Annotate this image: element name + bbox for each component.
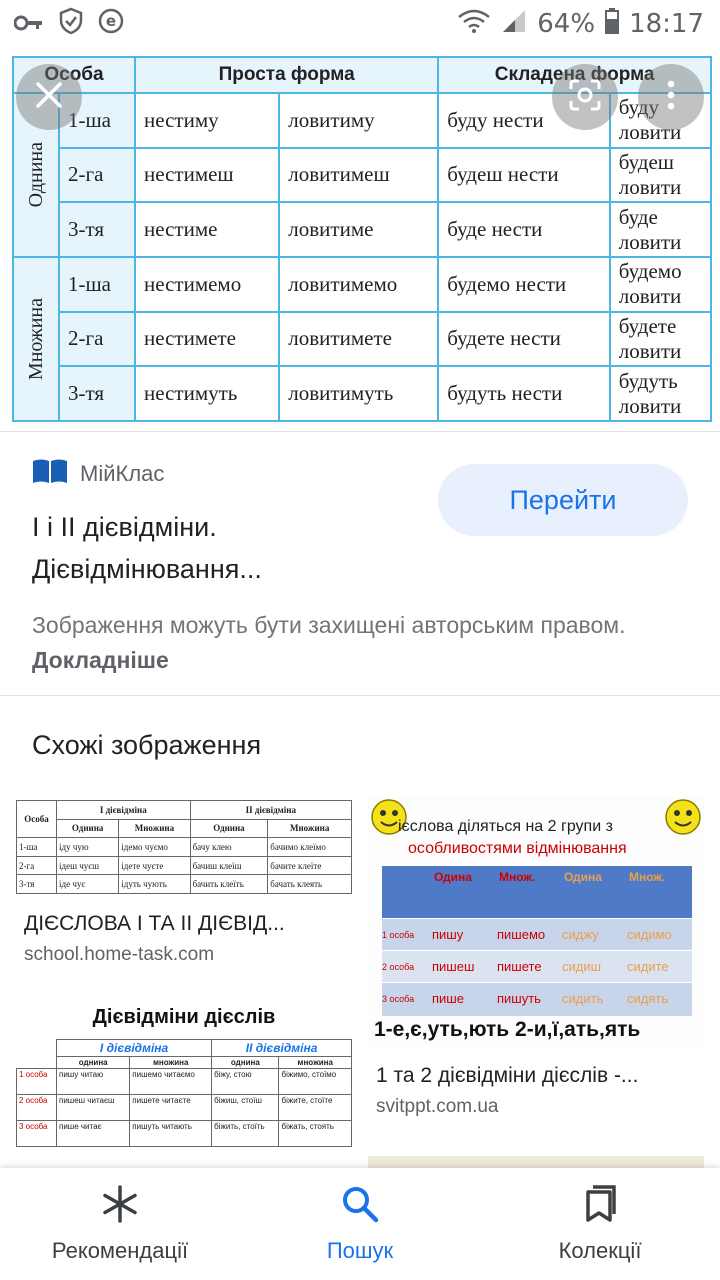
aux-verb: будете (618, 313, 677, 338)
slide-line1: ієслова діляться на 2 групи з (398, 818, 613, 835)
aux-verb: будеш (618, 149, 674, 174)
mini-table (16, 800, 352, 894)
infinitive: ловити (618, 174, 682, 199)
card3-cell: пишеш читаєш (57, 1095, 130, 1121)
smiley-icon (664, 798, 702, 841)
slide-cell: сидять (627, 991, 669, 1006)
slide-row (382, 950, 692, 982)
card3-row (17, 1095, 352, 1121)
source-name: МійКлас (80, 460, 165, 486)
card3-cell: біжиш, стоїш (212, 1095, 279, 1121)
simple-form-lovyty: ловитимете (279, 312, 438, 367)
lens-icon (568, 78, 602, 117)
simple-form-lovyty: ловитимуть (279, 366, 438, 421)
compound-form-lovyty (610, 366, 711, 421)
similar-image-4[interactable] (368, 1156, 704, 1168)
card3-group2: ІІ дієвідміна (212, 1040, 352, 1057)
card3-row (17, 1069, 352, 1095)
mini-row (17, 875, 352, 894)
simple-form-lovyty: ловитиму (279, 93, 438, 148)
mini-header-group2: ІІ дієвідміна (190, 801, 351, 820)
mini-header-person: Особа (17, 801, 57, 838)
slide-row (382, 918, 692, 950)
infinitive: ловити (618, 120, 682, 145)
card3-cell: біжать, стоять (279, 1121, 352, 1147)
mini-header-group1: І дієвідміна (57, 801, 191, 820)
simple-form-nesty: нестиме (135, 202, 279, 257)
group-plural (13, 257, 59, 421)
mini-cell: іде чує (57, 875, 119, 894)
conjugation-row (13, 202, 711, 257)
slide-head-cell: Множ. (499, 870, 536, 884)
slide-cell: пише (432, 991, 464, 1006)
person-cell: 2-га (59, 312, 135, 367)
mini-cell: 3-тя (17, 875, 57, 894)
more-vert-icon (667, 80, 675, 115)
compound-form-nesty: будеш нести (438, 148, 609, 203)
battery-percent: 64% (537, 9, 596, 39)
mini-sub-header: Множина (268, 819, 352, 838)
card3-sub: однина (212, 1057, 279, 1069)
mini-cell: ідеш чуєш (57, 856, 119, 875)
header-compound-form: Складена форма (438, 57, 711, 93)
result-title[interactable]: І і ІІ дієвідміни. Дієвідмінювання... (32, 512, 262, 584)
slide-endings: 1-е,є,уть,ють 2-и,ї,ать,ять (374, 1018, 641, 1041)
card3-cell: біжимо, стоїмо (279, 1069, 352, 1095)
simple-form-nesty: нестимеш (135, 148, 279, 203)
learn-more-link[interactable]: Докладніше (32, 647, 169, 673)
card3-group1: І дієвідміна (57, 1040, 212, 1057)
key-icon (14, 9, 44, 40)
aux-verb: будемо (618, 259, 682, 284)
slide-cell: сиджу (562, 927, 599, 942)
svg-text:e: e (105, 11, 117, 30)
nav-recommendations-label: Рекомендації (51, 1238, 189, 1263)
mini-cell: бачать клеять (268, 875, 352, 894)
card3-cell: пишемо читаємо (130, 1069, 212, 1095)
slide-cell: сидиш (562, 959, 602, 974)
conjugation-row (13, 366, 711, 421)
mini-cell: ідете чуєте (119, 856, 190, 875)
card3-sub: множина (279, 1057, 352, 1069)
simple-form-lovyty: ловитимеш (279, 148, 438, 203)
card3-cell: пишуть читають (130, 1121, 212, 1147)
person-cell: 3-тя (59, 366, 135, 421)
edge-browser-icon (98, 8, 124, 41)
slide-line2: особливостями відмінювання (408, 840, 627, 857)
simple-form-nesty: нестимемо (135, 257, 279, 312)
mini-cell: бачимо клеїмо (268, 838, 352, 857)
book-icon (32, 458, 68, 489)
copyright-text: Зображення можуть бути захищені авторським правом. (32, 612, 626, 638)
nav-recommendations[interactable] (0, 1168, 240, 1280)
mini-row (17, 856, 352, 875)
compound-form-lovyty (610, 148, 711, 203)
compound-form-nesty: буду нести (438, 93, 609, 148)
slide-table-rows (382, 918, 692, 1014)
group-label: Множина (24, 297, 47, 381)
conjugation-row (13, 148, 711, 203)
card3-sub: однина (57, 1057, 130, 1069)
nav-collections-label: Колекції (558, 1238, 642, 1263)
similar-title-1[interactable]: ДІЄСЛОВА І ТА ІІ ДІЄВІД... (24, 912, 285, 935)
card3-cell: біжу, стою (212, 1069, 279, 1095)
card3-table (16, 1039, 352, 1147)
clock: 18:17 (629, 9, 704, 39)
source-row[interactable] (32, 458, 164, 489)
mini-cell: ідуть чують (119, 875, 190, 894)
aux-verb: буде (618, 204, 658, 229)
person-cell: 1-ша (59, 257, 135, 312)
compound-form-lovyty (610, 312, 711, 367)
similar-domain-1: school.home-task.com (24, 944, 215, 965)
infinitive: ловити (618, 393, 682, 418)
slide-cell: сидите (627, 959, 669, 974)
slide-cell: пишете (497, 959, 542, 974)
slide-head-spacer (382, 866, 432, 918)
card3-cell: пишу читаю (57, 1069, 130, 1095)
infinitive: ловити (618, 284, 682, 309)
card3-cell: 2 особа (17, 1095, 57, 1121)
lens-button[interactable] (552, 64, 618, 130)
card3-cell: пишете читаєте (130, 1095, 212, 1121)
conjugation-row (13, 312, 711, 367)
mini-sub-header: Множина (119, 819, 190, 838)
similar-image-3[interactable] (16, 1004, 352, 1168)
hero-image[interactable] (0, 48, 720, 430)
header-simple-form: Проста форма (135, 57, 438, 93)
slide-cell: пишеш (432, 959, 475, 974)
simple-form-lovyty: ловитимемо (279, 257, 438, 312)
card3-row (17, 1121, 352, 1147)
mini-sub-header: Однина (190, 819, 268, 838)
person-cell: 1-ша (59, 93, 135, 148)
card3-cell: пише читає (57, 1121, 130, 1147)
slide-head-cell: Одина (434, 870, 472, 884)
card3-cell: біжить, стоїть (212, 1121, 279, 1147)
similar-image-1[interactable] (16, 800, 352, 894)
slide-cell: 2 особа (382, 961, 415, 972)
slide-table-header (382, 866, 692, 918)
visit-button[interactable]: Перейти (438, 464, 688, 536)
aux-verb: буду (618, 95, 659, 120)
mini-corner (17, 1057, 57, 1069)
mini-cell: бачить клеїть (190, 875, 268, 894)
similar-domain-2: svitppt.com.ua (376, 1096, 499, 1117)
mini-sub-header: Однина (57, 819, 119, 838)
mini-cell: іду чую (57, 838, 119, 857)
compound-form-lovyty (610, 202, 711, 257)
similar-images-heading: Схожі зображення (32, 730, 262, 760)
conjugation-row (13, 257, 711, 312)
slide-cell: 1 особа (382, 929, 415, 940)
slide-row (382, 982, 692, 1014)
simple-form-lovyty: ловитиме (279, 202, 438, 257)
mini-cell: бачите клеїте (268, 856, 352, 875)
compound-form-nesty: будемо нести (438, 257, 609, 312)
collections-icon (580, 1184, 620, 1230)
card3-cell: 1 особа (17, 1069, 57, 1095)
slide-table (382, 866, 692, 1016)
card3-cell: біжите, стоїте (279, 1095, 352, 1121)
mini-cell: бачу клею (190, 838, 268, 857)
person-cell: 3-тя (59, 202, 135, 257)
battery-icon (605, 8, 619, 41)
slide-cell: пишемо (497, 927, 546, 942)
close-icon (34, 80, 64, 115)
nav-search-label: Пошук (326, 1238, 394, 1263)
infinitive: ловити (618, 338, 682, 363)
compound-form-nesty: будуть нести (438, 366, 609, 421)
mini-cell: 2-га (17, 856, 57, 875)
similar-image-2[interactable] (368, 796, 704, 1046)
slide-cell: сидимо (627, 927, 672, 942)
close-button[interactable] (16, 64, 82, 130)
status-bar (0, 0, 720, 48)
header-person: Особа (13, 57, 135, 93)
simple-form-nesty: нестиму (135, 93, 279, 148)
compound-form-nesty: будете нести (438, 312, 609, 367)
slide-cell: пишуть (497, 991, 541, 1006)
nav-search[interactable] (240, 1168, 480, 1280)
card3-cell: 3 особа (17, 1121, 57, 1147)
copyright-notice (32, 608, 692, 678)
slide-head-cell: Множ. (629, 870, 666, 884)
more-options-button[interactable] (638, 64, 704, 130)
wifi-icon (457, 8, 491, 41)
search-icon (340, 1184, 380, 1230)
shield-icon (58, 7, 84, 42)
group-label: Однина (24, 142, 47, 208)
compound-form-lovyty (610, 257, 711, 312)
simple-form-nesty: нестимете (135, 312, 279, 367)
mini-cell: бачиш клеїш (190, 856, 268, 875)
slide-head-cell: Одина (564, 870, 602, 884)
person-cell: 2-га (59, 148, 135, 203)
signal-icon (501, 8, 527, 41)
nav-collections[interactable] (480, 1168, 720, 1280)
slide-cell: 3 особа (382, 993, 415, 1004)
divider (0, 431, 720, 432)
card3-sub: множина (130, 1057, 212, 1069)
similar-title-2[interactable]: 1 та 2 дієвідміни дієслів -... (376, 1064, 639, 1087)
divider (0, 695, 720, 696)
mini-corner (17, 1040, 57, 1057)
simple-form-nesty: нестимуть (135, 366, 279, 421)
infinitive: ловити (618, 229, 682, 254)
compound-form-nesty: буде нести (438, 202, 609, 257)
mini-cell: ідемо чуємо (119, 838, 190, 857)
slide-cell: сидить (562, 991, 604, 1006)
slide-cell: пишу (432, 927, 464, 942)
mini-row (17, 838, 352, 857)
bottom-navigation (0, 1168, 720, 1280)
asterisk-icon (100, 1184, 140, 1230)
card3-heading: Дієвідміни дієслів (92, 1006, 276, 1028)
aux-verb: будуть (618, 368, 678, 393)
mini-cell: 1-ша (17, 838, 57, 857)
